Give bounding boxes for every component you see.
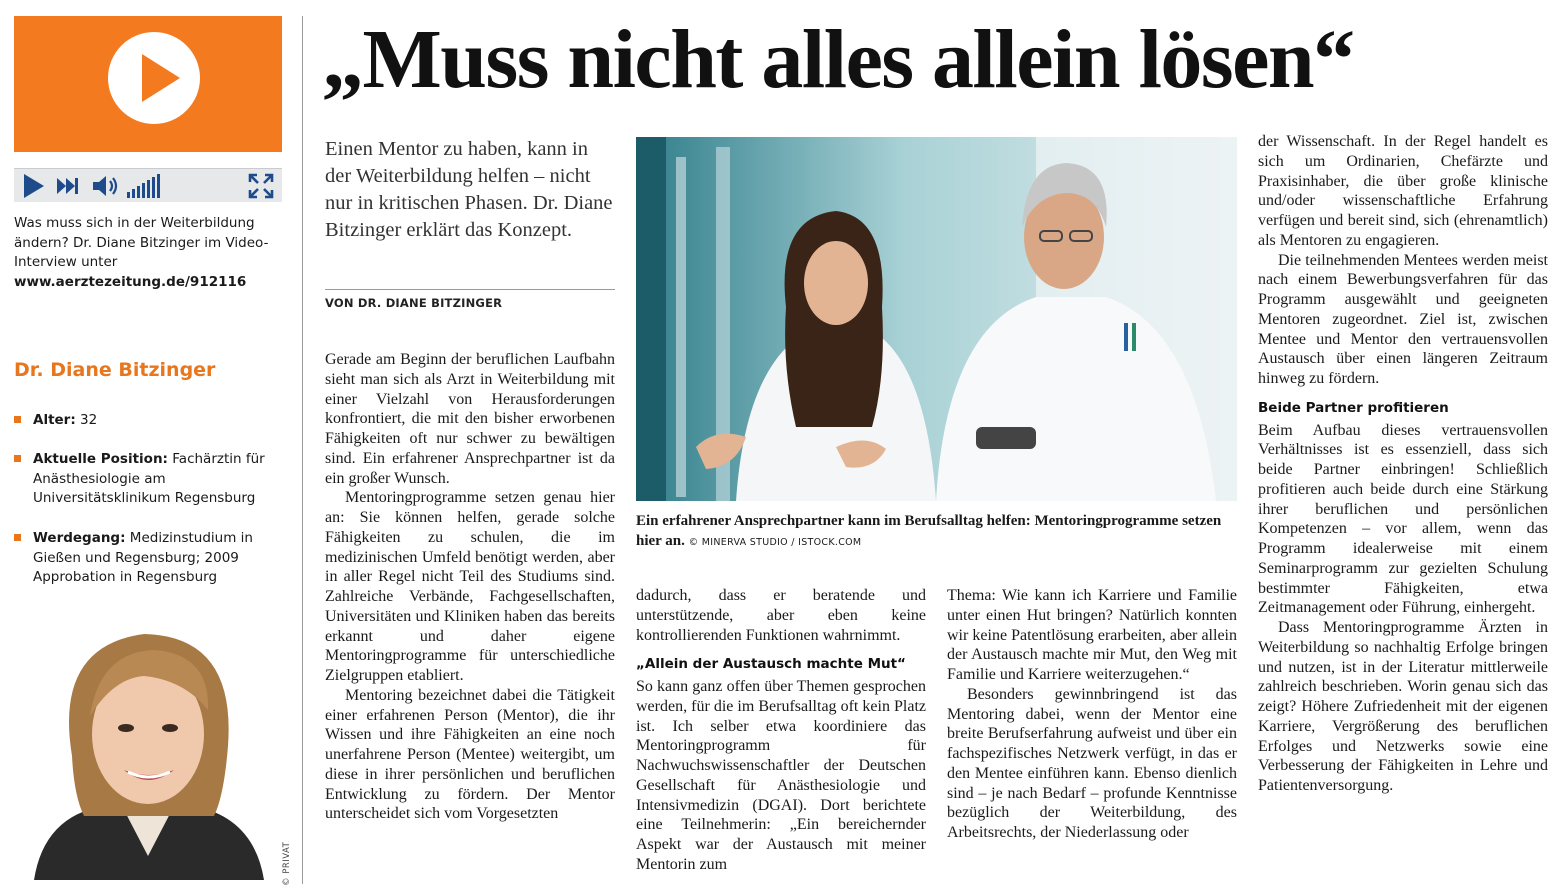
- profile-item-value: 32: [80, 412, 98, 428]
- subheading: Beide Partner profitieren: [1258, 399, 1449, 416]
- paragraph: Gerade am Beginn der beruflichen Laufbahn sieht man sich als Arzt in Weiterbildung mit einer Vielzahl von Herausforderungen konfrontiert, die mit den bisher erworbenen Fähigkeiten oft nur schwer zu bewältigen sind. Ein erfahrener Ansprechpartner ist da ein großer Wunsch.: [325, 351, 615, 487]
- text-column-4: [1258, 132, 1548, 796]
- skip-forward-icon[interactable]: [56, 173, 80, 203]
- signal-bars-icon[interactable]: [126, 173, 162, 203]
- bullet-square-icon: [14, 416, 21, 423]
- profile-item-value: Medizinstudium in Gießen und Regensburg; 2009 Approbation in Regensburg: [33, 530, 253, 585]
- profile-item-career: [14, 529, 286, 588]
- paragraph: Mentoring bezeichnet dabei die Tätigkeit einer erfahrenen Person (Mentor), die ihr Wissen und ihre Fähigkeiten an eine noch unerfahrene Person (Mentee) weitergibt, um diese in ihrer persönlichen und beruflichen Entwicklung zu fördern. Der Mentor unterscheidet sich vom Vorgesetzten: [325, 686, 615, 823]
- fullscreen-icon[interactable]: [248, 173, 274, 203]
- paragraph: der Wissenschaft. In der Regel handelt es sich um Ordinarien, Chefärzte und Praxisinhaber, die über große klinische und/oder wissenschaftliche Erfahrung verfügen und bereit sind, sich (ehrenamtlich) als Mentoren zu engagieren.: [1258, 133, 1548, 249]
- paragraph: dadurch, dass er beratende und unterstützende, aber eben keine kontrollierenden Funktionen wahrnimmt.: [636, 587, 926, 644]
- text-column-2: [636, 586, 926, 875]
- headline: „Muss nicht alles allein lösen“: [322, 13, 1354, 106]
- portrait-photo: [14, 606, 282, 880]
- article-photo: [636, 137, 1237, 501]
- video-frame[interactable]: [14, 16, 282, 152]
- paragraph: Beim Aufbau dieses vertrauensvollen Verhältnisses ist es essenziell, dass sich beide Partner einbringen! Schließlich profitieren auch beide durch eine Stärkung ihrer beruflichen und persönlichen Kompetenzen – vor allem, wenn das Programm idealerweise mit einem Seminarprogramm zur gezielten Schulung bestimmter Fähigkeiten, etwa Zeitmanagement oder Führung, einhergeht.: [1258, 421, 1548, 617]
- byline: VON DR. DIANE BITZINGER: [325, 296, 503, 310]
- profile-name: Dr. Diane Bitzinger: [14, 359, 216, 381]
- lead-divider: [325, 289, 615, 290]
- photo-caption-text: Ein erfahrener Ansprechpartner kann im Berufsalltag helfen: Mentoringprogramme setzen hier an.: [636, 513, 1222, 549]
- bullet-square-icon: [14, 534, 21, 541]
- profile-item-value: Fachärztin für Anästhesiologie am Universitätsklinikum Regensburg: [33, 451, 265, 506]
- big-play-icon[interactable]: [108, 32, 200, 124]
- profile-item-age: [14, 411, 286, 431]
- paragraph: Dass Mentoringprogramme Ärzten in Weiterbildung so nachhaltig Erfolge bringen und nutzen, ist in der Literatur mittlerweile zahlreich beschrieben. Worin genau sich das zeigt? Höhere Zufriedenheit mit der eigenen Karriere, Vergrößerung des beruflichen Erfolges und Netzwerks sowie eine Verbesserung der Fähigkeiten in Lehre und Patientenversorgung.: [1258, 619, 1548, 794]
- sidebar: [0, 0, 292, 892]
- paragraph: Mentoringprogramme setzen genau hier an: Sie können helfen, gerade solche Fähigkeiten zu schulen, die im medizinischen Umfeld benötigt werden, aber in aller Regel nicht Teil des Studiums sind. Zahlreiche Verbände, Fachgesellschaften, Universitäten und Kliniken haben das bereits erkannt und daher eigene Mentoringprogramme für unterschiedliche Zielgruppen etabliert.: [325, 489, 615, 684]
- video-player[interactable]: [14, 16, 282, 188]
- video-caption: [14, 214, 284, 292]
- portrait-credit: © PRIVAT: [282, 841, 292, 886]
- video-controls: [14, 168, 282, 202]
- play-icon[interactable]: [22, 173, 46, 203]
- paragraph: So kann ganz offen über Themen gesprochen werden, für die im Berufsalltag oft kein Platz ist. Ich selber etwa koordiniere das Mentoringprogramm für Nachwuchswissenschaftler der Deutschen Gesellschaft für Anästhesiologie und Intensivmedizin (DGAI). Dort berichtete eine Teilnehmerin: „Ein bereichernder Aspekt war der Austausch mit meiner Mentorin zum: [636, 678, 926, 873]
- text-column-3: [947, 586, 1237, 843]
- text-column-1: [325, 350, 615, 824]
- lead-paragraph: Einen Mentor zu haben, kann in der Weiterbildung helfen – nicht nur in kritischen Phasen. Dr. Diane Bitzinger erklärt das Konzept.: [325, 138, 613, 241]
- subheading: „Allein der Austausch machte Mut“: [636, 656, 906, 673]
- bullet-square-icon: [14, 455, 21, 462]
- paragraph: Besonders gewinnbringend ist das Mentoring dabei, wenn der Mentor eine breite Berufserfahrung aufweist und über ein fachspezifisches Netzwerk verfügt, in das er den Mentee einführen kann. Ebenso dienlich sind – je nach Bedarf – profunde Kenntnisse bezüglich der Weiterbildung, des Arbeitsrechts, der Niederlassung oder: [947, 685, 1237, 841]
- paragraph: Die teilnehmenden Mentees werden meist nach einem Bewerbungsverfahren für das Programm ausgewählt und geeigneten Mentoren zugeordnet. Ziel ist, zwischen Mentee und Mentor den vertrauensvollen Austausch über einen längeren Zeitraum hinweg zu fördern.: [1258, 251, 1548, 387]
- video-link[interactable]: www.aerztezeitung.de/912116: [14, 273, 247, 290]
- volume-icon[interactable]: [92, 173, 122, 203]
- paragraph: Thema: Wie kann ich Karriere und Familie unter einen Hut bringen? Natürlich konnten wir keine Patentlösung erarbeiten, aber allein der Austausch machte mir Mut, den Weg mit Familie und Karriere weiterzugehen.“: [947, 587, 1237, 683]
- video-caption-text: Was muss sich in der Weiterbildung ändern? Dr. Diane Bitzinger im Video-Interview unter: [14, 215, 269, 270]
- profile-item-label: Alter:: [33, 412, 76, 428]
- profile-item-label: Aktuelle Position:: [33, 451, 168, 467]
- profile-item-position: [14, 450, 286, 509]
- photo-caption: [636, 511, 1237, 553]
- profile-item-label: Werdegang:: [33, 530, 126, 546]
- column-divider: [302, 16, 303, 884]
- photo-credit: © MINERVA STUDIO / ISTOCK.COM: [688, 537, 862, 548]
